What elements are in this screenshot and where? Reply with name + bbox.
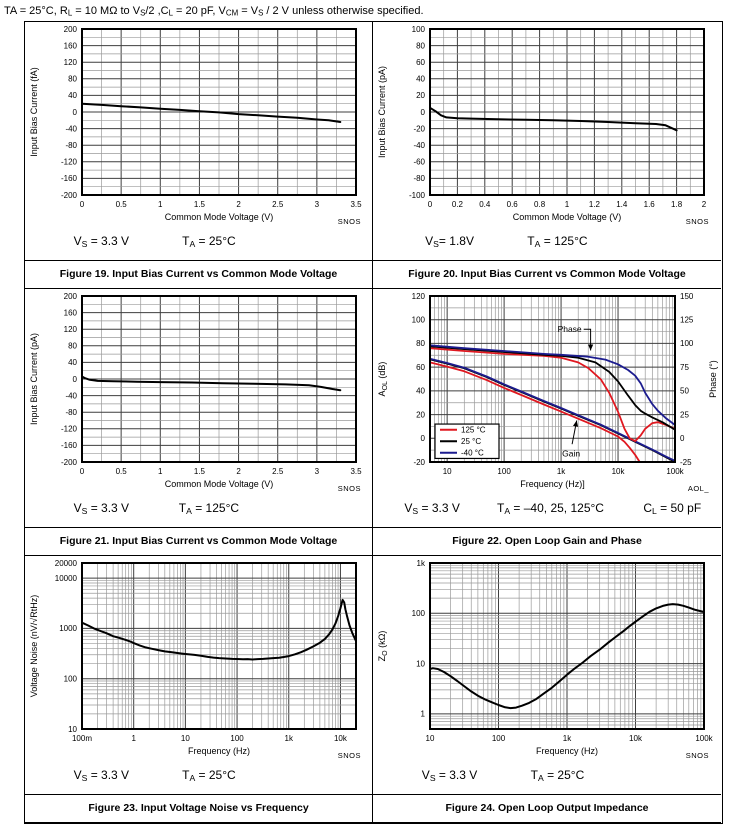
figure-20-chart <box>373 22 721 260</box>
figure-24-caption-cell <box>373 794 721 823</box>
text-segment: = 1.8V <box>438 233 474 248</box>
y-tick-label: -120 <box>60 424 77 434</box>
y2-tick-label: 25 <box>680 410 689 420</box>
y-tick-label: -200 <box>60 457 77 467</box>
y-tick-label: 20 <box>416 90 425 100</box>
subscript: A <box>537 772 544 783</box>
y2-tick-label: 50 <box>680 386 689 396</box>
text-segment: T <box>530 767 538 782</box>
x-tick-label: 1.2 <box>588 199 600 209</box>
conditions-row <box>373 230 721 258</box>
x-tick-label: 100 <box>230 733 244 743</box>
x-tick-label: 0 <box>79 199 85 209</box>
subscript: A <box>189 238 196 249</box>
y2-tick-label: -25 <box>680 457 692 467</box>
watermark: SNOS <box>337 483 361 493</box>
figure-22-chart <box>373 289 721 527</box>
x-tick-label: 3.5 <box>350 199 362 209</box>
x-tick-label: 3 <box>314 199 320 209</box>
y-tick-label: 1 <box>420 709 425 719</box>
y-tick-label: 160 <box>63 41 77 51</box>
x-tick-label: 1.4 <box>616 199 628 209</box>
x-tick-label: 2.5 <box>272 466 284 476</box>
x-tick-label: 1k <box>284 733 293 743</box>
y-tick-label: 200 <box>63 291 77 301</box>
x-tick-label: 1 <box>158 466 163 476</box>
x-tick-label: 10k <box>611 466 625 476</box>
chart-canvas <box>373 556 721 766</box>
x-tick-label: 1 <box>131 733 136 743</box>
chart-canvas <box>373 289 721 499</box>
y-tick-label: 40 <box>416 74 425 84</box>
y-tick-label: -40 <box>413 140 425 150</box>
y-axis-label: Input Bias Current (pA) <box>29 332 39 425</box>
series-group <box>82 600 356 660</box>
text-segment: = 3.3 V <box>87 500 130 515</box>
y-tick-label: -100 <box>408 190 425 200</box>
figure-21-chart <box>25 289 373 527</box>
figure-caption: Figure 20. Input Bias Current vs Common Mode Voltage <box>408 268 686 281</box>
y-tick-label: 60 <box>416 57 425 67</box>
figure-24-chart <box>373 556 721 794</box>
x-tick-label: 10 <box>425 733 435 743</box>
y-tick-label: 20 <box>416 410 425 420</box>
x-tick-label: 1k <box>556 466 566 476</box>
subscript: S <box>81 772 88 783</box>
y-tick-label: 100 <box>411 608 425 618</box>
y-tick-label: -20 <box>413 124 425 134</box>
y-tick-label: 40 <box>68 357 77 367</box>
subscript: S <box>429 772 436 783</box>
figure-20-caption-cell <box>373 260 721 289</box>
y-axis-label: $Z_O$ (kΩ) <box>377 630 389 662</box>
text-segment: V <box>73 233 82 248</box>
watermark: AOL_ <box>687 483 709 493</box>
y-tick-label: 10000 <box>54 573 77 583</box>
x-tick-label: 1 <box>564 199 570 209</box>
chart-canvas <box>25 556 373 766</box>
x-tick-label: 0.5 <box>115 199 127 209</box>
y-tick-label: 120 <box>411 291 425 301</box>
x-tick-label: 1 <box>158 199 163 209</box>
watermark: SNOS <box>685 750 709 760</box>
text-segment: = 20 pF, V <box>172 5 226 17</box>
y2-tick-label: 75 <box>680 362 689 372</box>
condition <box>425 234 474 249</box>
x-tick-label: 1.6 <box>643 199 655 209</box>
figure-23-chart <box>25 556 373 794</box>
text-segment: /2 ,C <box>145 5 169 17</box>
subscript: S <box>433 238 439 249</box>
y-tick-label: 1k <box>416 558 425 568</box>
y-axis-label: $A_{OL}$ (dB) <box>377 361 389 397</box>
y-tick-label: -120 <box>60 157 77 167</box>
text-segment: T <box>182 233 190 248</box>
text-segment: = 3.3 V <box>87 233 130 248</box>
y-tick-label: 60 <box>416 362 425 372</box>
y-tick-label: -160 <box>60 173 77 183</box>
x-axis-label: Frequency (Hz) <box>535 745 599 756</box>
text-segment: = 25°C <box>195 233 236 248</box>
x-tick-label: 10 <box>442 466 452 476</box>
text-segment: T <box>178 500 187 515</box>
text-segment: = 3.3 V <box>87 767 130 782</box>
y-tick-label: -40 <box>65 124 77 134</box>
legend-label: -40 °C <box>461 448 484 458</box>
y2-axis-label: Phase (°) <box>708 359 718 398</box>
legend-label: 125 °C <box>461 425 486 435</box>
x-tick-label: 100k <box>666 466 684 476</box>
x-axis-label: Frequency (Hz)] <box>520 478 585 489</box>
x-tick-label: 2 <box>236 466 241 476</box>
x-axis-label: Common Mode Voltage (V) <box>512 211 622 222</box>
y-axis-label: Voltage Noise (nV/√RtHz) <box>29 594 39 697</box>
y-tick-label: 0 <box>72 107 77 117</box>
text-segment: TA = 25°C, R <box>4 5 68 17</box>
text-segment: = 3.3 V <box>435 767 478 782</box>
condition <box>527 234 587 249</box>
y-tick-label: 0 <box>72 374 77 384</box>
figure-caption: Figure 19. Input Bias Current vs Common Mode Voltage <box>59 268 338 281</box>
y-tick-label: -40 <box>65 391 77 401</box>
text-segment: = V <box>238 5 259 17</box>
figure-21-caption-cell <box>25 527 373 556</box>
y-axis-label: Input Bias Current (pA) <box>377 65 387 158</box>
chart-canvas <box>25 289 373 499</box>
y-tick-label: -80 <box>413 173 425 183</box>
x-tick-label: 10k <box>333 733 347 743</box>
y-tick-label: -200 <box>60 190 77 200</box>
subscript: S <box>140 8 146 18</box>
text-segment: = 3.3 V <box>418 500 460 515</box>
text-segment: / 2 V unless otherwise specified. <box>263 5 424 17</box>
y-tick-label: 10 <box>416 659 425 669</box>
conditions-row <box>373 497 721 525</box>
condition <box>404 501 459 516</box>
conditions-row <box>25 764 372 792</box>
x-tick-label: 0 <box>79 466 85 476</box>
condition <box>74 768 129 783</box>
x-tick-label: 100 <box>497 466 511 476</box>
x-tick-label: 0 <box>427 199 433 209</box>
y-tick-label: 200 <box>63 24 77 34</box>
y-tick-label: 100 <box>411 315 425 325</box>
x-tick-label: 0.2 <box>451 199 463 209</box>
y-tick-label: 80 <box>68 74 77 84</box>
y-tick-label: 40 <box>68 90 77 100</box>
condition <box>179 501 239 516</box>
text-segment: = 25°C <box>543 767 585 782</box>
figure-caption: Figure 23. Input Voltage Noise vs Frequency <box>88 802 309 815</box>
text-segment: V <box>404 500 413 515</box>
subscript: L <box>168 8 173 18</box>
x-tick-label: 10 <box>180 733 190 743</box>
x-tick-label: 2 <box>701 199 707 209</box>
y-tick-label: 160 <box>63 308 77 318</box>
y-tick-label: 100 <box>411 24 425 34</box>
condition <box>422 768 477 783</box>
x-tick-label: 1.5 <box>193 199 205 209</box>
text-segment: V <box>73 500 82 515</box>
x-axis-label: Common Mode Voltage (V) <box>164 478 274 489</box>
x-axis-label: Frequency (Hz) <box>187 745 251 756</box>
y-tick-label: 120 <box>63 57 77 67</box>
y-tick-label: 120 <box>63 324 77 334</box>
figure-caption: Figure 22. Open Loop Gain and Phase <box>452 535 642 548</box>
test-conditions-header <box>4 5 738 18</box>
y-tick-label: 1000 <box>59 623 77 633</box>
y-tick-label: -80 <box>65 407 77 417</box>
subscript: CM <box>225 8 239 18</box>
condition <box>74 501 129 516</box>
y-tick-label: 0 <box>420 433 425 443</box>
y-tick-label: 0 <box>420 107 425 117</box>
text-segment: V <box>425 233 434 248</box>
y-tick-label: -20 <box>413 457 425 467</box>
y2-tick-label: 125 <box>680 315 694 325</box>
chart-canvas <box>373 22 721 232</box>
figures-grid <box>24 21 723 824</box>
y-tick-label: -80 <box>65 140 77 150</box>
axis-ticks <box>409 25 707 209</box>
x-tick-label: 100m <box>71 733 93 743</box>
figure-23-caption-cell <box>25 794 373 823</box>
y-tick-label: 80 <box>416 41 425 51</box>
y-axis-label: Input Bias Current (fA) <box>29 66 39 157</box>
y2-tick-label: 100 <box>680 338 694 348</box>
gridlines <box>430 563 704 729</box>
text-segment: C <box>643 500 653 515</box>
gridlines <box>430 29 704 195</box>
subscript: A <box>189 772 196 783</box>
conditions-row <box>373 764 721 792</box>
condition <box>182 768 236 783</box>
text-segment: V <box>421 767 430 782</box>
subscript: A <box>504 505 511 516</box>
subscript: S <box>81 238 88 249</box>
text-segment: T <box>182 767 190 782</box>
watermark: SNOS <box>337 216 361 226</box>
x-axis-label: Common Mode Voltage (V) <box>164 211 274 222</box>
text-segment: = 25°C <box>195 767 236 782</box>
x-tick-label: 100k <box>695 733 713 743</box>
condition <box>531 768 585 783</box>
x-tick-label: 2.5 <box>272 199 284 209</box>
y-tick-label: 100 <box>63 674 77 684</box>
text-segment: T <box>527 233 535 248</box>
chart-canvas <box>25 22 373 232</box>
y-tick-label: 40 <box>416 386 425 396</box>
y-tick-label: -160 <box>60 440 77 450</box>
x-tick-label: 100 <box>491 733 506 743</box>
x-tick-label: 0.8 <box>534 199 546 209</box>
conditions-row <box>25 497 372 525</box>
x-tick-label: 0.5 <box>115 466 127 476</box>
x-tick-label: 0.4 <box>479 199 491 209</box>
condition <box>74 234 129 249</box>
annotation-phase <box>558 324 594 350</box>
subscript: L <box>67 8 73 18</box>
x-tick-label: 10k <box>629 733 642 743</box>
text-segment: = 125°C <box>540 233 588 248</box>
x-tick-label: 0.6 <box>506 199 518 209</box>
condition <box>182 234 236 249</box>
legend <box>435 424 499 458</box>
svg-text:Phase: Phase <box>557 323 582 334</box>
y-tick-label: 20000 <box>54 558 77 568</box>
x-tick-label: 2 <box>236 199 241 209</box>
watermark: SNOS <box>685 216 709 226</box>
text-segment: = 125°C <box>191 500 240 515</box>
legend-label: 25 °C <box>461 436 482 446</box>
y-tick-label: 80 <box>68 341 77 351</box>
figure-caption: Figure 24. Open Loop Output Impedance <box>445 802 649 815</box>
y-tick-label: 80 <box>416 338 425 348</box>
text-segment: = –40, 25, 125°C <box>510 500 604 515</box>
y-tick-label: -60 <box>413 157 425 167</box>
y-tick-label: 10 <box>68 724 77 734</box>
subscript: S <box>412 505 419 516</box>
svg-text:Gain: Gain <box>562 448 581 459</box>
x-tick-label: 1.8 <box>671 199 683 209</box>
subscript: S <box>258 8 264 18</box>
subscript: S <box>81 505 88 516</box>
text-segment: = 10 MΩ to V <box>72 5 141 17</box>
subscript: L <box>652 505 657 516</box>
gridlines <box>82 296 356 462</box>
x-tick-label: 3.5 <box>350 466 362 476</box>
subscript: A <box>534 238 541 249</box>
y2-tick-label: 150 <box>680 291 694 301</box>
watermark: SNOS <box>337 750 361 760</box>
condition <box>643 501 701 516</box>
conditions-row <box>25 230 372 258</box>
condition <box>497 501 604 516</box>
text-segment: T <box>496 500 505 515</box>
y2-tick-label: 0 <box>680 433 685 443</box>
series-voltage-noise <box>82 600 356 660</box>
figure-19-caption-cell <box>25 260 373 289</box>
figure-19-chart <box>25 22 373 260</box>
text-segment: V <box>73 767 82 782</box>
text-segment: = 50 pF <box>656 500 702 515</box>
figure-caption: Figure 21. Input Bias Current vs Common Mode Voltage <box>59 535 338 548</box>
x-tick-label: 1k <box>562 733 572 743</box>
figure-22-caption-cell <box>373 527 721 556</box>
x-tick-label: 1.5 <box>193 466 205 476</box>
subscript: A <box>186 505 192 516</box>
x-tick-label: 3 <box>314 466 320 476</box>
